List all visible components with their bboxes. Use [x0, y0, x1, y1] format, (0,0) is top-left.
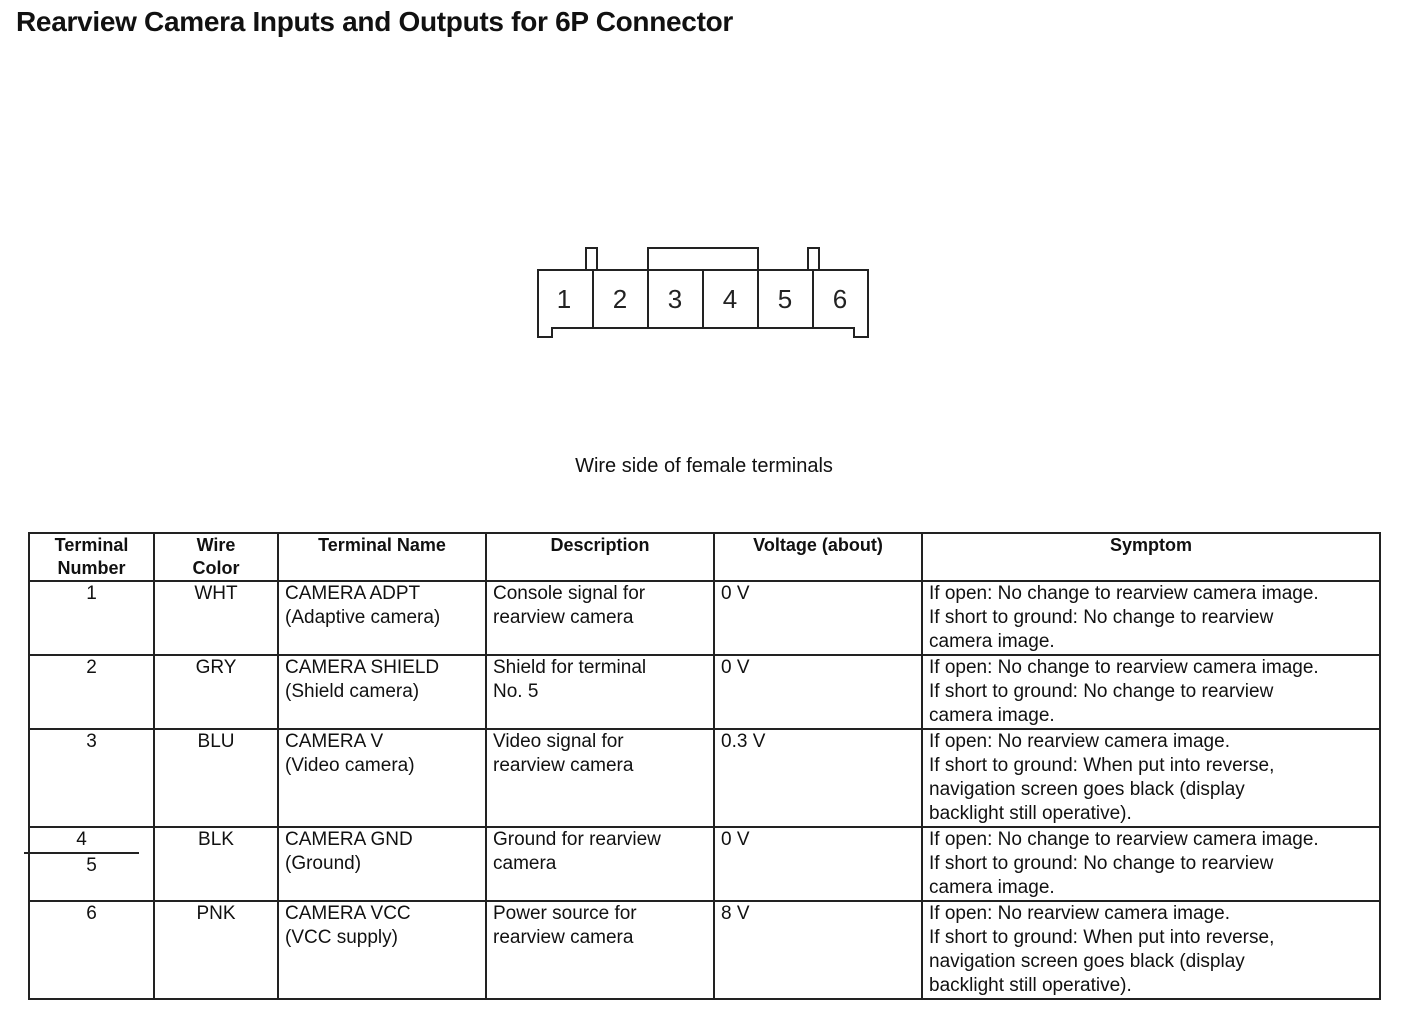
terminal-name: CAMERA SHIELD (Shield camera)	[278, 655, 486, 729]
table-row	[29, 655, 1380, 729]
pin-label-1: 1	[556, 284, 572, 314]
voltage: 0.3 V	[714, 729, 922, 827]
terminal-name: CAMERA VCC (VCC supply)	[278, 901, 486, 999]
pin-label-6: 6	[832, 284, 848, 314]
terminal-number: 2	[29, 655, 154, 729]
description: Power source for rearview camera	[486, 901, 714, 999]
wire-color: BLU	[154, 729, 278, 827]
header-description: Description	[486, 533, 714, 581]
header-voltage: Voltage (about)	[714, 533, 922, 581]
terminal-number-4: 4	[24, 828, 139, 854]
table-row	[29, 581, 1380, 655]
wire-color: BLK	[154, 827, 278, 901]
pin-label-2: 2	[612, 284, 628, 314]
voltage: 0 V	[714, 827, 922, 901]
pin-label-5: 5	[777, 284, 793, 314]
pinout-table	[28, 532, 1381, 1000]
terminal-number-5: 5	[86, 855, 97, 876]
symptom: If open: No rearview camera image. If short to ground: When put into reverse, navigation screen goes black (display backlight still operative).	[922, 729, 1380, 827]
page-title: Rearview Camera Inputs and Outputs for 6P Connector	[16, 6, 733, 37]
terminal-number	[29, 827, 154, 901]
terminal-name: CAMERA GND (Ground)	[278, 827, 486, 901]
voltage: 8 V	[714, 901, 922, 999]
connector-caption: Wire side of female terminals	[575, 455, 833, 477]
header-terminal-name: Terminal Name	[278, 533, 486, 581]
symptom: If open: No change to rearview camera image. If short to ground: No change to rearview camera image.	[922, 655, 1380, 729]
connector-diagram	[530, 240, 880, 350]
header-terminal-number: Terminal Number	[29, 533, 154, 581]
table-header-row	[29, 533, 1380, 581]
table-row	[29, 901, 1380, 999]
terminal-number: 1	[29, 581, 154, 655]
symptom: If open: No rearview camera image. If short to ground: When put into reverse, navigation screen goes black (display backlight still operative).	[922, 901, 1380, 999]
symptom: If open: No change to rearview camera image. If short to ground: No change to rearview camera image.	[922, 581, 1380, 655]
header-wire-color: Wire Color	[154, 533, 278, 581]
header-symptom: Symptom	[922, 533, 1380, 581]
pin-label-4: 4	[722, 284, 738, 314]
terminal-name: CAMERA V (Video camera)	[278, 729, 486, 827]
terminal-name: CAMERA ADPT (Adaptive camera)	[278, 581, 486, 655]
pin-label-3: 3	[667, 284, 683, 314]
description: Shield for terminal No. 5	[486, 655, 714, 729]
voltage: 0 V	[714, 581, 922, 655]
connector-outline	[530, 240, 880, 350]
description: Ground for rearview camera	[486, 827, 714, 901]
wire-color: WHT	[154, 581, 278, 655]
voltage: 0 V	[714, 655, 922, 729]
description: Console signal for rearview camera	[486, 581, 714, 655]
terminal-number: 6	[29, 901, 154, 999]
wire-color: PNK	[154, 901, 278, 999]
symptom: If open: No change to rearview camera image. If short to ground: No change to rearview camera image.	[922, 827, 1380, 901]
description: Video signal for rearview camera	[486, 729, 714, 827]
table-row	[29, 729, 1380, 827]
terminal-number: 3	[29, 729, 154, 827]
table-row	[29, 827, 1380, 901]
wire-color: GRY	[154, 655, 278, 729]
